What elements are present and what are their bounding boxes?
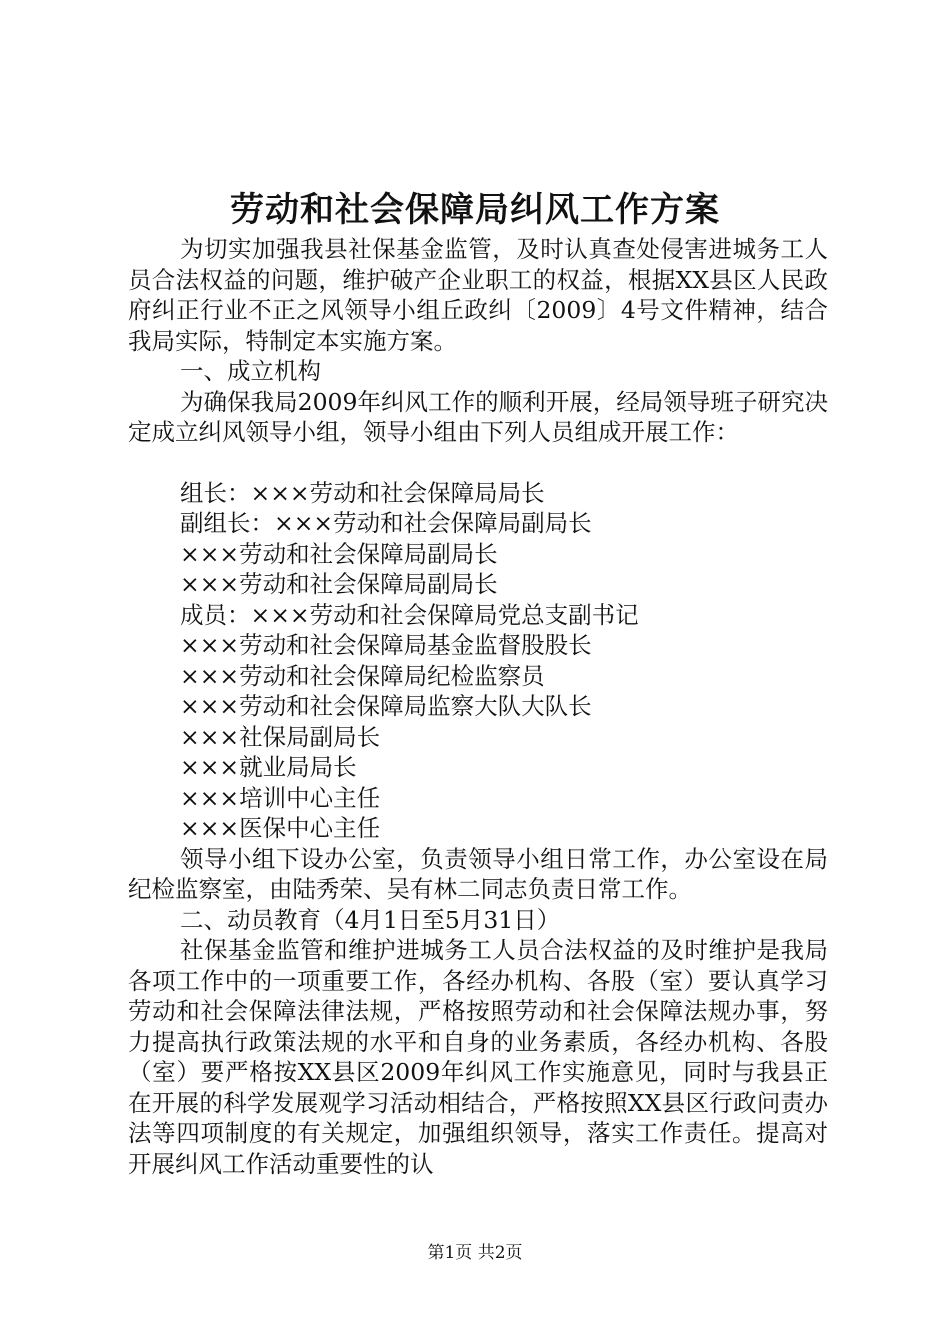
section-heading-2: 二、动员教育（4月1日至5月31日） [180,905,561,934]
intro-paragraph: 为切实加强我县社保基金监管，及时认真查处侵害进城务工人员合法权益的问题，维护破产企业职工的权益，根据XX县区人民政府纠正行业不正之风领导小组丘政纠〔2009〕4号文件精神，结合我局实际，特制定本实施方案。 [128,235,828,355]
section1-paragraph: 为确保我局2009年纠风工作的顺利开展，经局领导班子研究决定成立纠风领导小组，领导小组由下列人员组成开展工作： [128,387,828,446]
list-item: ×××劳动和社会保障局副局长 [180,539,498,568]
section2-paragraph: 社保基金监管和维护进城务工人员合法权益的及时维护是我局各项工作中的一项重要工作，各经办机构、各股（室）要认真学习劳动和社会保障法律法规，严格按照劳动和社会保障法规办事，努力提高执行政策法规的水平和自身的业务素质，各经办机构、各股（室）要严格按XX县区2009年纠风工作实施意见，同时与我县正在开展的科学发展观学习活动相结合，严格按照XX县区行政问责办法等四项制度的有关规定，加强组织领导，落实工作责任。提高对开展纠风工作活动重要性的认 [128,936,828,1178]
list-item: 组长：×××劳动和社会保障局局长 [180,478,545,507]
section-heading-1: 一、成立机构 [180,357,321,385]
page-footer: 第1页 共2页 [427,1243,523,1263]
list-item: ×××劳动和社会保障局副局长 [180,570,498,598]
list-item: ×××劳动和社会保障局基金监督股股长 [180,631,592,659]
list-item: 副组长：×××劳动和社会保障局副局长 [180,509,592,537]
document-body [128,234,828,1179]
list-item: ×××社保局副局长 [180,722,381,751]
list-item: ×××劳动和社会保障局监察大队大队长 [180,692,592,720]
document-title: 劳动和社会保障局纠风工作方案 [230,190,720,230]
list-item: ×××培训中心主任 [180,783,381,812]
list-item: ×××就业局局长 [180,753,357,781]
office-paragraph: 领导小组下设办公室，负责领导小组日常工作，办公室设在局纪检监察室，由陆秀荣、吴有林二同志负责日常工作。 [128,844,828,903]
list-item: 成员：×××劳动和社会保障局党总支副书记 [180,600,639,629]
blank-line [128,448,828,478]
list-item: ×××劳动和社会保障局纪检监察员 [180,661,545,690]
list-item: ×××医保中心主任 [180,814,381,842]
member-list [128,478,828,844]
